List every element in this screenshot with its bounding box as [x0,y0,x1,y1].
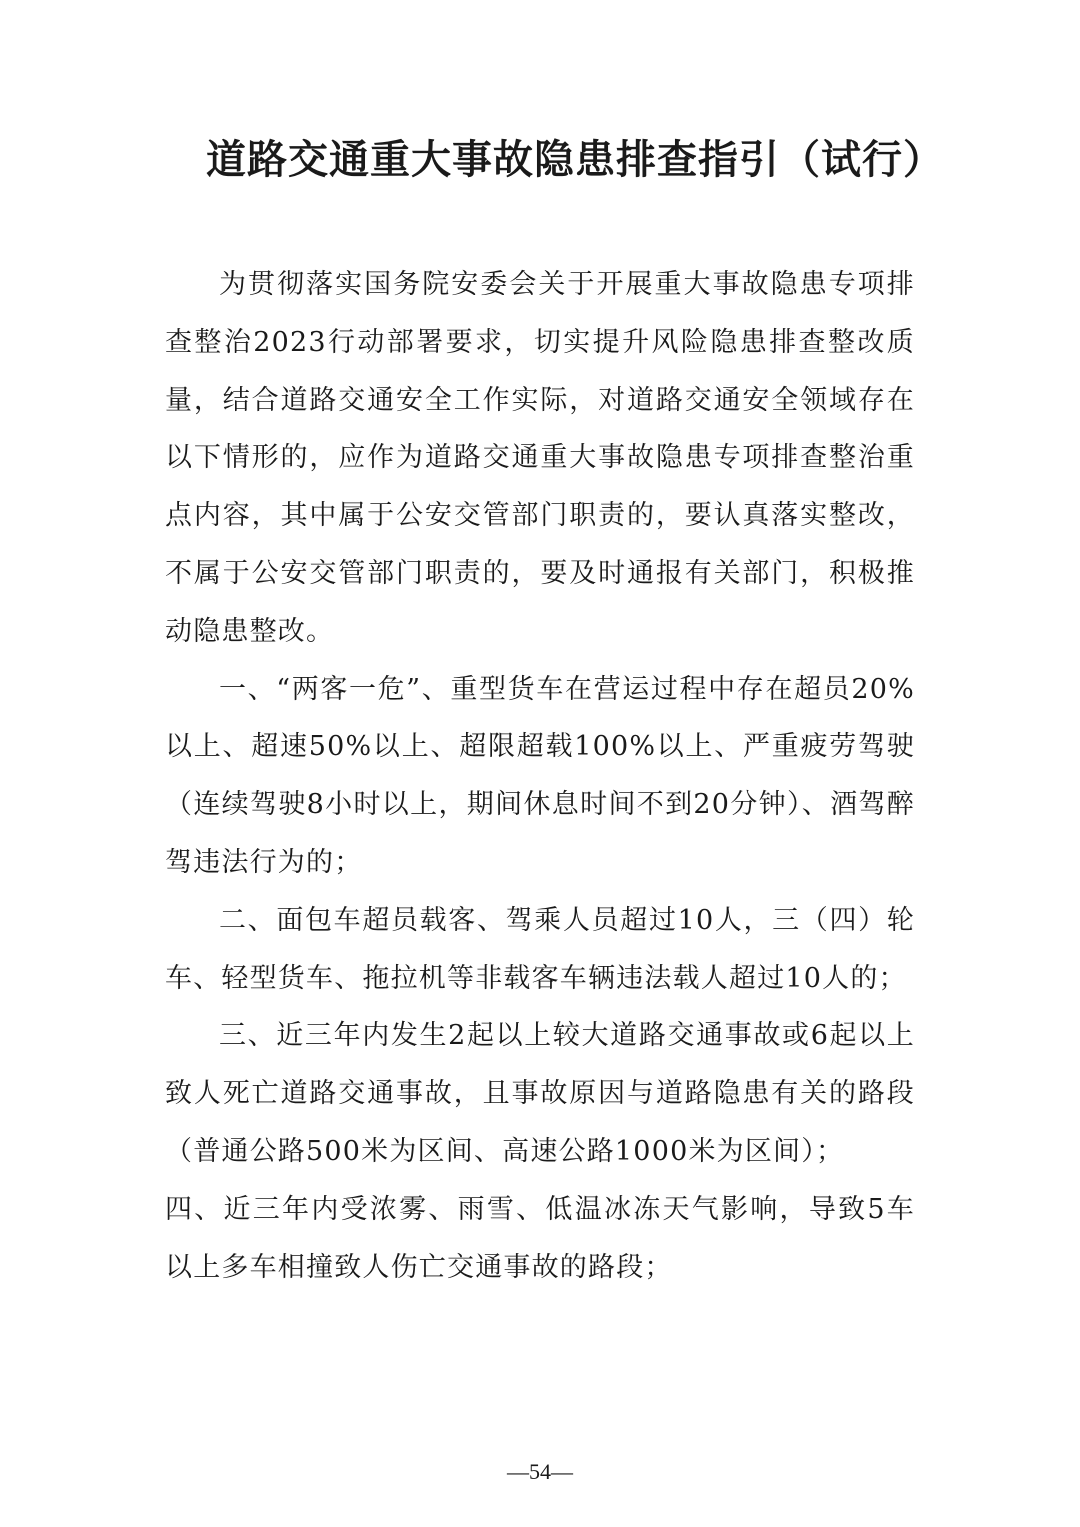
item-1-paragraph: 一、“两客一危”、重型货车在营运过程中存在超员20%以上、超速50%以上、超限超载100%以上、严重疲劳驾驶（连续驾驶8小时以上，期间休息时间不到20分钟）、酒驾醉驾违法行为的； [165,673,915,878]
intro-paragraph: 为贯彻落实国务院安委会关于开展重大事故隐患专项排查整治2023行动部署要求，切实提升风险隐患排查整改质量，结合道路交通安全工作实际，对道路交通安全领域存在以下情形的，应作为道路交通重大事故隐患专项排查整治重点内容，其中属于公安交管部门职责的，要认真落实整改，不属于公安交管部门职责的，要及时通报有关部门，积极推动隐患整改。 [165,269,915,647]
item-2-paragraph: 二、面包车超员载客、驾乘人员超过10人，三（四）轮车、轻型货车、拖拉机等非载客车辆违法载人超过10人的； [165,904,915,994]
item-3-paragraph: 三、近三年内发生2起以上较大道路交通事故或6起以上致人死亡道路交通事故，且事故原因与道路隐患有关的路段（普通公路500米为区间、高速公路1000米为区间）； [165,1020,915,1167]
page-number: —54— [507,1459,573,1484]
document-title: 道路交通重大事故隐患排查指引（试行） [206,136,944,183]
document-body [165,256,915,1296]
item-4-paragraph: 四、近三年内受浓雾、雨雪、低温冰冻天气影响，导致5车以上多车相撞致人伤亡交通事故的路段； [165,1193,915,1283]
